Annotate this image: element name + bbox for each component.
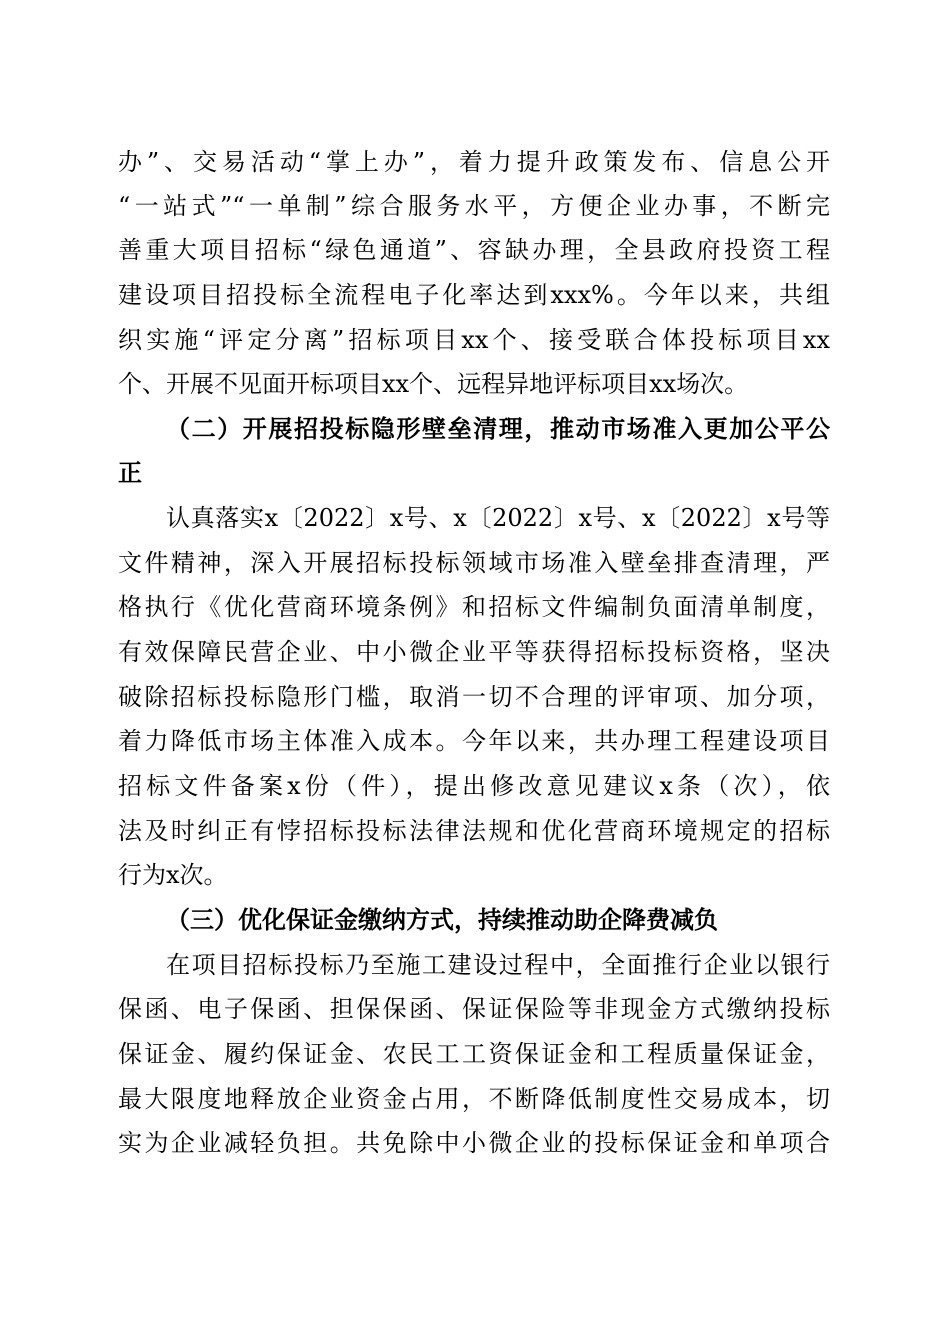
- text-line: 格执行《优化营商环境条例》和招标文件编制负面清单制度，: [118, 593, 830, 621]
- text-line: 着力降低市场主体准入成本。今年以来，共办理工程建设项目: [118, 727, 830, 755]
- text-line: 招标文件备案x份（件），提出修改意见建议x条（次），依: [118, 772, 830, 800]
- text-line: 有效保障民营企业、中小微企业平等获得招标投标资格，坚决: [118, 638, 830, 666]
- section-heading-2-continuation: 正: [118, 458, 142, 487]
- paragraph-first-line: 认真落实x〔2022〕x号、x〔2022〕x号、x〔2022〕x号等: [166, 504, 830, 532]
- text-line: 建设项目招投标全流程电子化率达到xxx%。今年以来，共组: [118, 281, 830, 309]
- text-line: 保证金、履约保证金、农民工工资保证金和工程质量保证金，: [118, 1040, 830, 1068]
- text-line: 最大限度地释放企业资金占用，不断降低制度性交易成本，切: [118, 1085, 830, 1113]
- text-line: 文件精神，深入开展招标投标领域市场准入壁垒排查清理，严: [118, 549, 830, 577]
- text-line: 实为企业减轻负担。共免除中小微企业的投标保证金和单项合: [118, 1129, 830, 1157]
- section-heading-3: （三）优化保证金缴纳方式，持续推动助企降费减负: [166, 905, 718, 934]
- text-line: 破除招标投标隐形门槛，取消一切不合理的评审项、加分项，: [118, 683, 830, 711]
- text-line: 织实施“评定分离”招标项目xx个、接受联合体投标项目xx: [118, 326, 830, 354]
- text-line: 个、开展不见面开标项目xx个、远程异地评标项目xx场次。: [118, 370, 749, 398]
- section-heading-2: （二）开展招投标隐形壁垒清理，推动市场准入更加公平公: [166, 414, 830, 443]
- text-line: 行为x次。: [118, 861, 228, 889]
- text-line: 善重大项目招标“绿色通道”、容缺办理，全县政府投资工程: [118, 236, 830, 264]
- text-line: 法及时纠正有悖招标投标法律法规和优化营商环境规定的招标: [118, 817, 830, 845]
- text-line: “一站式”“一单制”综合服务水平，方便企业办事，不断完: [118, 192, 830, 220]
- paragraph-first-line: 在项目招标投标乃至施工建设过程中，全面推行企业以银行: [166, 951, 830, 979]
- text-line: 保函、电子保函、担保保函、保证保险等非现金方式缴纳投标: [118, 995, 830, 1023]
- text-line: 办”、交易活动“掌上办”，着力提升政策发布、信息公开: [118, 148, 830, 176]
